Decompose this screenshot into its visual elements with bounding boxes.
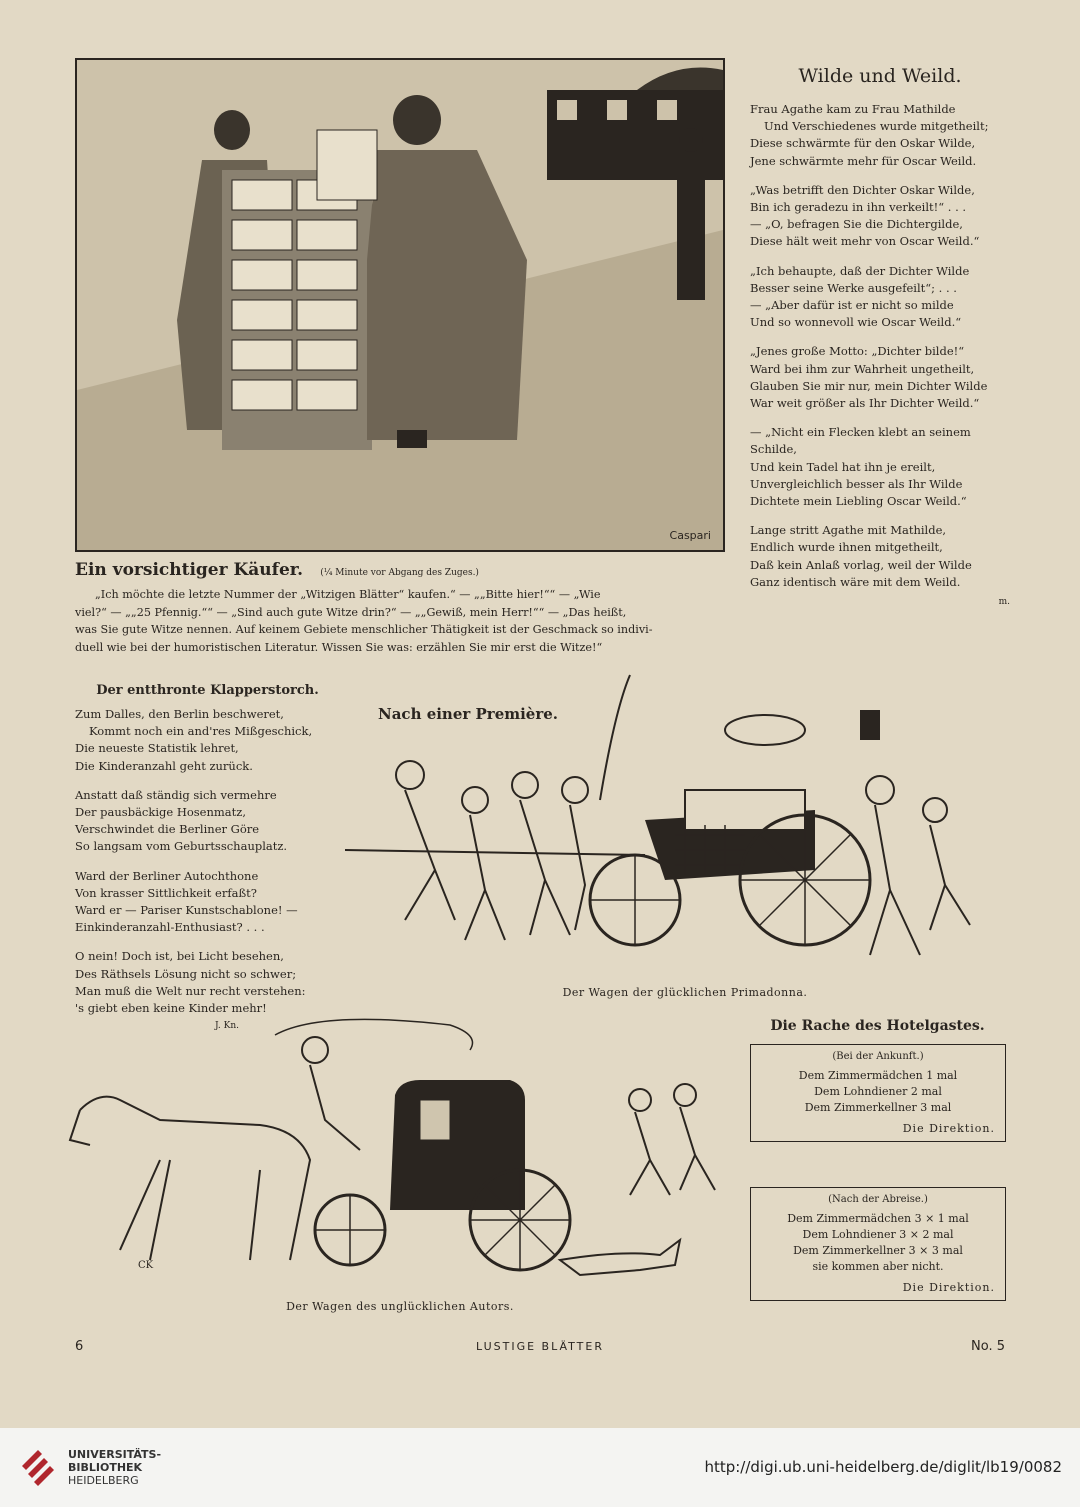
hotel-box2-head: (Nach der Abreise.) [828,1194,928,1205]
cartoon1-text-line: was Sie gute Witze nennen. Auf keinem Gebiete menschlicher Thätigkeit ist der Geschmack so indivi- [75,623,653,636]
verse-line: O nein! Doch ist, bei Licht besehen, [75,949,284,964]
hotel-box-arrival [750,1044,1006,1142]
cartoon1-signature: Caspari [669,529,711,542]
poem2-verses [75,706,340,1017]
stanza [750,424,1010,510]
verse-line: 's giebt eben keine Kinder mehr! [75,1001,267,1016]
hotel-box2-sign: Die Direktion. [902,1281,995,1294]
cartoon1-caption-block [75,560,725,656]
page-number: 6 [75,1339,84,1354]
poem1-signature: m. [998,597,1010,608]
cartoon1-text-line: viel?“ — „„25 Pfennig.““ — „Sind auch gute Witze drin?“ — „„Gewiß, mein Herr!““ — „Das heißt, [75,605,627,619]
verse-line: Des Räthsels Lösung nicht so schwer; [75,966,297,981]
poem1-verses [750,101,1010,591]
verse-line: Bin ich geradezu in ihn verkeilt!“ . . . [750,200,967,215]
cartoon1-text-line: „Ich möchte die letzte Nummer der „Witzigen Blätter“ kaufen.“ — „„Bitte hier!““ — „Wie [95,588,601,601]
verse-line: — „Aber dafür ist er nicht so milde [750,298,954,313]
stanza [750,182,1010,251]
verse-line: Zum Dalles, den Berlin beschweret, [75,707,284,721]
stanza [750,343,1010,412]
verse-line: Frau Agathe kam zu Frau Mathilde [750,102,956,116]
verse-line: Ward der Berliner Autochthone [75,868,259,883]
hotel-box2-line: Dem Zimmerkellner 3 × 3 mal [793,1244,963,1257]
verse-line: „Ich behaupte, daß der Dichter Wilde [750,263,970,278]
poem2-signature: J. Kn. [215,1021,240,1032]
stanza [750,522,1010,591]
hotel-box2-line: Dem Zimmermädchen 3 × 1 mal [787,1212,969,1225]
hotel-box1-line: Dem Lohndiener 2 mal [814,1085,942,1098]
library-name-line: UNIVERSITÄTS- [68,1448,162,1461]
library-name-line: HEIDELBERG [68,1474,139,1487]
magazine-name: LUSTIGE BLÄTTER [476,1340,604,1353]
verse-line: Dichtete mein Liebling Oscar Weild.“ [750,494,967,509]
verse-line: Glauben Sie mir nur, mein Dichter Wilde [750,378,988,393]
verse-line: Und Verschiedenes wurde mitgetheilt; [764,119,989,134]
verse-line: Endlich wurde ihnen mitgetheilt, [750,540,943,555]
verse-line: Daß kein Anlaß vorlag, weil der Wilde [750,557,972,572]
hotel-box1-head: (Bei der Ankunft.) [832,1051,924,1062]
author-carriage-drawing [60,1010,740,1300]
verse-line: Ward er — Pariser Kunstschablone! — [75,903,298,918]
verse-line: — „O, befragen Sie die Dichtergilde, [750,217,963,232]
poem2-title: Der entthronte Klapperstorch. [96,683,319,698]
stanza [75,868,340,937]
cartoon1-text-line: duell wie bei der humoristischen Literatur. Wissen Sie was: erzählen Sie mir erst die Witze!“ [75,640,603,654]
library-url-link[interactable]: http://digi.ub.uni-heidelberg.de/diglit/lb19/0082 [704,1458,1062,1476]
verse-line: Von krasser Sittlichkeit erfaßt? [75,885,257,900]
verse-line: Und kein Tadel hat ihn je ereilt, [750,459,936,474]
verse-line: Diese hält weit mehr von Oscar Weild.“ [750,234,980,249]
cartoon-primadonna [345,670,1010,980]
verse-line: Diese schwärmte für den Oskar Wilde, [750,136,976,151]
cartoon-author-carriage [60,1010,740,1300]
verse-line: Die neueste Statistik lehret, [75,741,239,756]
cartoon1-subtitle: (¼ Minute vor Abgang des Zuges.) [320,568,479,578]
stanza [750,101,1010,170]
stanza [75,948,340,1017]
verse-line: Besser seine Werke ausgefeilt“; . . . [750,280,957,295]
verse-line: Und so wonnevoll wie Oscar Weild.“ [750,315,962,330]
verse-line: Ward bei ihm zur Wahrheit ungetheilt, [750,361,975,376]
poem-klapperstorch [75,683,340,1031]
primadonna-drawing [345,670,1010,980]
verse-line: Verschwindet die Berliner Göre [75,822,260,837]
stanza [75,706,340,775]
verse-line: — „Nicht ein Flecken klebt an seinem Schilde, [750,425,971,457]
poem-wilde-und-weild [750,65,1010,607]
cartoon3-monogram: CK [138,1260,154,1271]
cartoon1-text [75,586,725,656]
library-logo-graphic [18,1446,60,1488]
cartoon1-title: Ein vorsichtiger Käufer. [75,560,304,580]
hotel-box-departure [750,1187,1006,1301]
hotel-box1-line: Dem Zimmermädchen 1 mal [798,1069,958,1082]
verse-line: „Jenes große Motto: „Dichter bilde!“ [750,344,965,359]
hotel-box2-line: Dem Lohndiener 3 × 2 mal [802,1228,954,1241]
verse-line: Unvergleichlich besser als Ihr Wilde [750,476,963,491]
hotel-box1-line: Dem Zimmerkellner 3 mal [804,1101,952,1114]
issue-number: No. 5 [971,1339,1005,1354]
verse-line: Ganz identisch wäre mit dem Weild. [750,574,961,589]
verse-line: War weit größer als Ihr Dichter Weild.“ [750,396,980,411]
verse-line: Kommt noch ein and'res Mißgeschick, [89,724,313,739]
cartoon2-title: Nach einer Première. [378,705,559,723]
hotel-title: Die Rache des Hotelgastes. [770,1018,985,1034]
library-name [68,1448,161,1487]
verse-line: Die Kinderanzahl geht zurück. [75,758,253,773]
cartoon3-caption: Der Wagen des unglücklichen Autors. [286,1300,514,1313]
hotel-box2-line: sie kommen aber nicht. [812,1260,944,1273]
library-footer [0,1428,1080,1507]
stanza [75,787,340,856]
library-logo-icon [18,1446,60,1488]
verse-line: Man muß die Welt nur recht verstehen: [75,983,306,998]
verse-line: Einkinderanzahl-Enthusiast? . . . [75,920,265,935]
verse-line: Lange stritt Agathe mit Mathilde, [750,523,947,538]
news-vendor-drawing [77,60,723,550]
library-name-line: BIBLIOTHEK [68,1461,143,1474]
verse-line: Anstatt daß ständig sich vermehre [75,787,277,802]
stanza [750,263,1010,332]
hotel-box1-sign: Die Direktion. [902,1122,995,1135]
verse-line: So langsam vom Geburtsschauplatz. [75,839,288,854]
poem1-title: Wilde und Weild. [798,65,962,87]
cartoon2-caption: Der Wagen der glücklichen Primadonna. [562,986,808,999]
verse-line: Der pausbäckige Hosenmatz, [75,805,246,820]
cartoon-news-vendor [75,58,725,552]
verse-line: Jene schwärmte mehr für Oscar Weild. [750,153,977,168]
verse-line: „Was betrifft den Dichter Oskar Wilde, [750,182,975,197]
